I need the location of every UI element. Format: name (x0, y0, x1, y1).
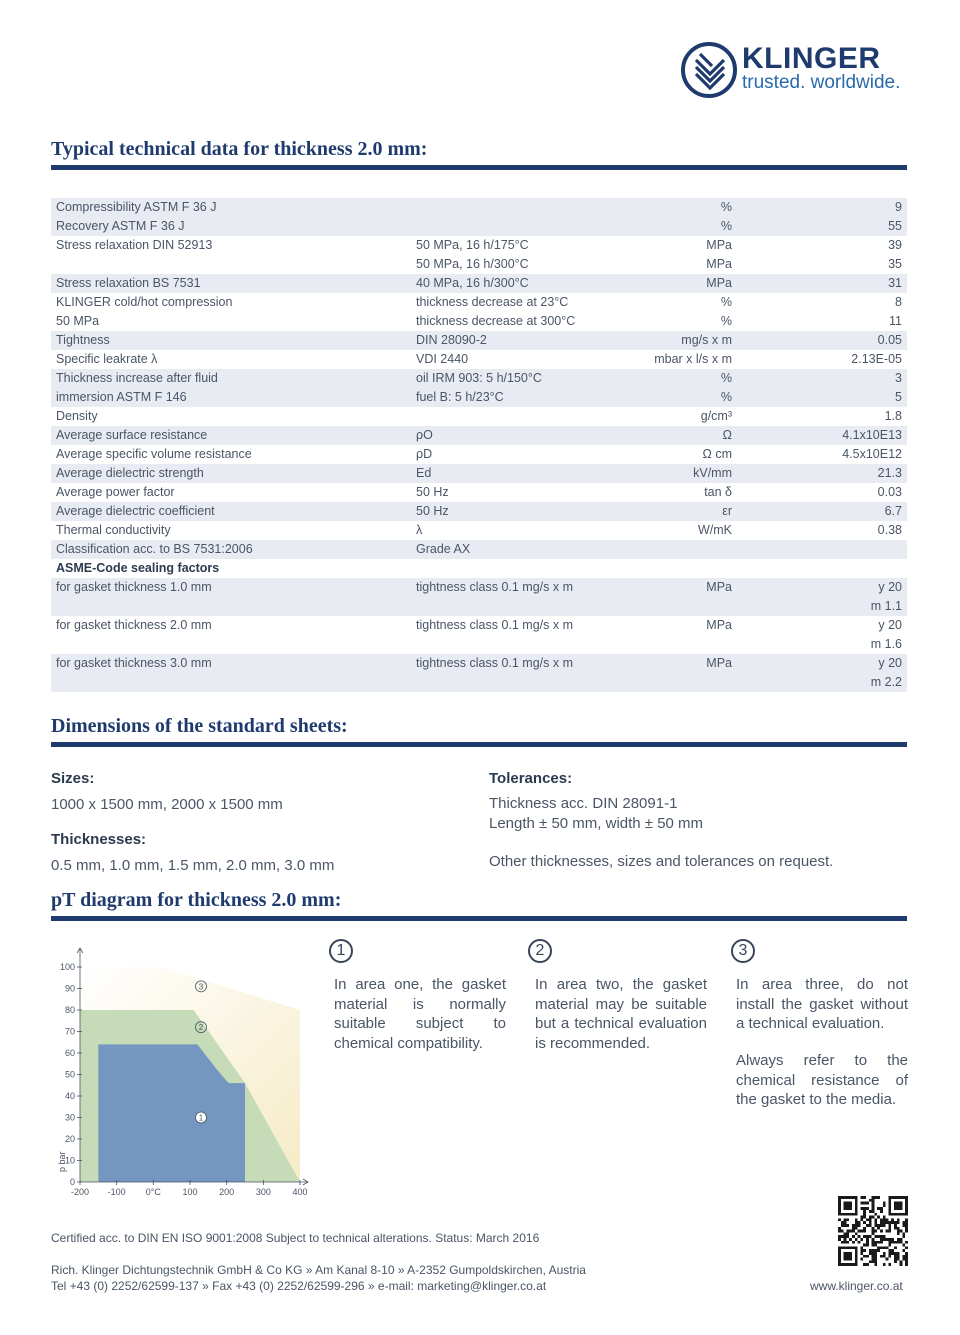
x-tick-label: -200 (70, 1187, 90, 1197)
row-condition: 50 MPa, 16 h/300°C (416, 257, 529, 271)
chart-area-label: 3 (198, 982, 204, 992)
row-condition (411, 635, 661, 654)
logo-brand: KLINGER (742, 42, 881, 75)
row-value: 9 (821, 198, 907, 217)
row-value: 3 (821, 369, 907, 388)
row-condition: 50 MPa, 16 h/175°C (416, 238, 529, 252)
row-label: Average power factor (56, 485, 175, 499)
row-condition: Grade AX (411, 540, 661, 559)
row-condition: tightness class 0.1 mg/s x m (416, 618, 574, 632)
row-label: Density (56, 409, 98, 423)
row-label (51, 597, 411, 616)
row-unit (661, 502, 821, 521)
logo-tagline: trusted. worldwide. (742, 72, 901, 93)
row-value: 0.38 (877, 523, 902, 537)
row-unit (661, 673, 821, 692)
row-label: for gasket thickness 2.0 mm (56, 618, 212, 632)
row-label (51, 255, 411, 274)
row-value: 39 (888, 238, 902, 252)
row-unit (661, 236, 821, 255)
row-unit (661, 445, 821, 464)
table-row (51, 616, 907, 635)
table-row (51, 597, 907, 616)
row-label: KLINGER cold/hot compression (56, 295, 233, 309)
row-unit (661, 559, 821, 578)
area-3-text: In area three, do not install the gasket without a technical evaluation. (736, 976, 908, 1032)
row-unit (661, 597, 821, 616)
table-row (51, 654, 907, 673)
row-condition: fuel B: 5 h/23°C (411, 388, 661, 407)
company-contact: Tel +43 (0) 2252/62599-137 » Fax +43 (0) 2252/62599-296 » e-mail: marketing@klinger.co.at (51, 1279, 547, 1293)
row-unit (661, 635, 821, 654)
table-row (51, 350, 907, 369)
y-tick-label: 40 (64, 1091, 75, 1101)
row-unit (661, 217, 821, 236)
row-label: Average dielectric strength (51, 464, 411, 483)
area-2-text: In area two, the gasket material may be suitable but a technical evaluation is recommended. (535, 976, 707, 1052)
x-tick-label: -100 (107, 1187, 126, 1197)
x-tick-label: 200 (219, 1187, 235, 1197)
row-unit (661, 464, 821, 483)
row-unit (661, 654, 821, 673)
y-tick-label: 90 (64, 983, 75, 994)
row-label: Stress relaxation DIN 52913 (56, 238, 213, 252)
row-unit-text: Ω (722, 428, 732, 442)
tech-data-title: Typical technical data for thickness 2.0 mm: (51, 138, 428, 160)
chart-area-label: 2 (198, 1023, 204, 1033)
klinger-stripes-icon (680, 40, 738, 100)
row-unit-text: % (720, 371, 732, 385)
row-value: 4.1x10E13 (821, 426, 907, 445)
row-label: Specific leakrate λ (56, 352, 158, 366)
table-row (51, 293, 907, 312)
row-condition (411, 597, 661, 616)
row-unit-text: MPa (706, 618, 732, 632)
row-unit (661, 388, 821, 407)
y-tick-label: 0 (69, 1177, 75, 1187)
row-unit (661, 331, 821, 350)
row-label: Tightness (51, 331, 411, 350)
table-row (51, 312, 907, 331)
row-unit (654, 350, 821, 369)
row-unit-text: Ω cm (702, 447, 732, 461)
row-unit (661, 274, 821, 293)
row-condition: 50 Hz (411, 502, 661, 521)
row-value: 11 (889, 314, 902, 328)
row-label: Thickness increase after fluid (51, 369, 411, 388)
row-unit (661, 312, 821, 331)
website-link[interactable]: www.klinger.co.at (810, 1279, 903, 1293)
row-condition: λ (416, 523, 423, 537)
table-row (51, 217, 907, 236)
table-row (51, 407, 907, 426)
row-label: immersion ASTM F 146 (51, 388, 411, 407)
sizes-label: Sizes: (51, 770, 95, 787)
table-row (51, 483, 907, 502)
row-unit (661, 255, 821, 274)
row-unit-text: MPa (706, 276, 732, 290)
tech-data-table (51, 198, 907, 692)
table-row (51, 369, 907, 388)
chart-ylabel: p bar (57, 1151, 67, 1172)
row-condition: 40 MPa, 16 h/300°C (411, 274, 661, 293)
row-condition: ρD (416, 447, 433, 461)
table-row (51, 521, 907, 540)
row-value: 2.13E-05 (851, 352, 902, 366)
y-tick-label: 30 (64, 1112, 75, 1123)
klinger-logo (680, 38, 920, 100)
table-row (51, 426, 907, 445)
tolerance-thickness: Thickness acc. DIN 28091-1 (489, 795, 678, 812)
row-value: 1.8 (884, 409, 902, 423)
row-condition: tightness class 0.1 mg/s x m (411, 578, 661, 597)
row-label: 50 MPa (56, 314, 100, 328)
row-condition (411, 217, 661, 236)
row-value: 0.05 (821, 331, 907, 350)
row-unit-text: MPa (706, 238, 732, 252)
row-unit-text: MPa (706, 257, 732, 271)
area-1-text: In area one, the gasket material is normally suitable subject to chemical compatibility. (334, 976, 506, 1052)
table-row (51, 464, 907, 483)
row-condition: VDI 2440 (416, 352, 469, 366)
row-condition: thickness decrease at 300°C (416, 314, 576, 328)
pt-diagram-title: pT diagram for thickness 2.0 mm: (51, 889, 342, 911)
tolerance-note: Other thicknesses, sizes and tolerances on request. (489, 853, 834, 870)
row-value: 5 (821, 388, 907, 407)
row-condition: 50 Hz (416, 485, 449, 499)
sizes-value: 1000 x 1500 mm, 2000 x 1500 mm (51, 796, 283, 813)
row-value: 8 (895, 295, 902, 309)
row-value: 0.03 (877, 485, 902, 499)
table-row (51, 445, 907, 464)
row-label: Classification acc. to BS 7531:2006 (51, 540, 411, 559)
row-label: Average specific volume resistance (56, 447, 252, 461)
tech-data-rule (51, 165, 907, 170)
row-label: Compressibility ASTM F 36 J (51, 198, 411, 217)
x-tick-label: 0°C (145, 1187, 161, 1197)
y-tick-label: 100 (59, 962, 75, 972)
row-label: Thermal conductivity (56, 523, 171, 537)
area-2-number: 2 (528, 939, 552, 963)
row-unit-text: MPa (706, 580, 732, 594)
y-tick-label: 70 (64, 1026, 75, 1037)
table-row (51, 388, 907, 407)
area-3-number: 3 (731, 939, 755, 963)
row-unit (661, 578, 821, 597)
row-value: 21.3 (821, 464, 907, 483)
y-tick-label: 60 (64, 1048, 75, 1058)
row-condition (411, 407, 661, 426)
row-unit-text: % (720, 200, 732, 214)
row-value: m 1.1 (821, 597, 907, 616)
row-unit (661, 426, 821, 445)
row-label: ASME-Code sealing factors (56, 561, 220, 575)
y-tick-label: 20 (64, 1134, 75, 1144)
row-label: for gasket thickness 1.0 mm (51, 578, 411, 597)
row-value: y 20 (821, 654, 907, 673)
table-row (51, 578, 907, 597)
pt-diagram-chart (40, 940, 320, 1205)
row-label (51, 673, 411, 692)
row-unit-text: g/cm³ (700, 409, 732, 423)
table-row (51, 331, 907, 350)
row-unit (661, 369, 821, 388)
row-unit-text: % (720, 390, 732, 404)
y-tick-label: 10 (64, 1155, 75, 1166)
row-value: y 20 (821, 578, 907, 597)
row-label: for gasket thickness 3.0 mm (51, 654, 411, 673)
row-value (821, 559, 907, 578)
row-condition (411, 673, 661, 692)
row-value: m 2.2 (821, 673, 907, 692)
x-tick-label: 300 (255, 1187, 271, 1197)
dimensions-title: Dimensions of the standard sheets: (51, 715, 348, 737)
table-row (51, 236, 907, 255)
row-unit-text: W/mK (697, 523, 732, 537)
table-row (51, 540, 907, 559)
row-label: Average surface resistance (51, 426, 411, 445)
row-value (821, 540, 907, 559)
row-label (51, 635, 411, 654)
row-unit-text: kV/mm (693, 466, 732, 480)
thicknesses-value: 0.5 mm, 1.0 mm, 1.5 mm, 2.0 mm, 3.0 mm (51, 857, 335, 874)
row-unit (661, 198, 821, 217)
row-unit (661, 521, 821, 540)
x-tick-label: 100 (182, 1187, 198, 1197)
row-condition: Ed (411, 464, 661, 483)
row-condition (411, 198, 661, 217)
row-value: 55 (821, 217, 907, 236)
area-3-note: Always refer to the chemical resistance of the gasket to the media. (736, 1052, 908, 1108)
table-row (51, 635, 907, 654)
row-unit (661, 540, 821, 559)
row-condition: ρO (411, 426, 661, 445)
table-row (51, 274, 907, 293)
row-unit-text: MPa (706, 656, 732, 670)
dimensions-rule (51, 742, 907, 747)
table-row (51, 255, 907, 274)
row-unit (661, 483, 821, 502)
table-row (51, 502, 907, 521)
tolerances-label: Tolerances: (489, 770, 573, 787)
row-unit-text: mg/s x m (681, 333, 732, 347)
tolerance-length-width: Length ± 50 mm, width ± 50 mm (489, 815, 704, 832)
row-unit-text: εr (722, 504, 732, 518)
row-condition: thickness decrease at 23°C (416, 295, 569, 309)
row-unit (661, 293, 821, 312)
company-address: Rich. Klinger Dichtungstechnik GmbH & Co KG » Am Kanal 8-10 » A-2352 Gumpoldskirchen, Austria (51, 1263, 586, 1277)
row-unit-text: tan δ (704, 485, 732, 499)
row-unit-text: % (720, 219, 732, 233)
chart-area-label: 1 (198, 1113, 204, 1123)
table-row (51, 673, 907, 692)
table-row (51, 198, 907, 217)
row-value: 31 (821, 274, 907, 293)
row-value: m 1.6 (870, 637, 902, 651)
row-value: 6.7 (821, 502, 907, 521)
row-value: y 20 (878, 618, 902, 632)
x-tick-label: 400 (292, 1187, 308, 1197)
area-1-number: 1 (329, 939, 353, 963)
table-row (51, 559, 907, 578)
row-condition: tightness class 0.1 mg/s x m (411, 654, 661, 673)
row-condition (411, 559, 661, 578)
qr-code-icon[interactable] (838, 1196, 908, 1266)
row-value: 35 (888, 257, 902, 271)
thicknesses-label: Thicknesses: (51, 831, 147, 848)
row-condition: oil IRM 903: 5 h/150°C (411, 369, 661, 388)
row-label: Average dielectric coefficient (51, 502, 411, 521)
y-tick-label: 50 (64, 1069, 75, 1080)
row-label: Stress relaxation BS 7531 (51, 274, 411, 293)
row-condition: DIN 28090-2 (411, 331, 661, 350)
y-tick-label: 80 (64, 1005, 75, 1015)
row-unit-text: % (720, 314, 732, 328)
row-unit (661, 407, 821, 426)
row-unit-text: % (720, 295, 732, 309)
row-label: Recovery ASTM F 36 J (51, 217, 411, 236)
row-unit (661, 616, 821, 635)
pt-diagram-rule (51, 916, 907, 921)
certification-note: Certified acc. to DIN EN ISO 9001:2008 Subject to technical alterations. Status: March 2016 (51, 1231, 540, 1245)
row-value: 4.5x10E12 (842, 447, 902, 461)
row-unit-text: mbar x l/s x m (654, 352, 732, 366)
